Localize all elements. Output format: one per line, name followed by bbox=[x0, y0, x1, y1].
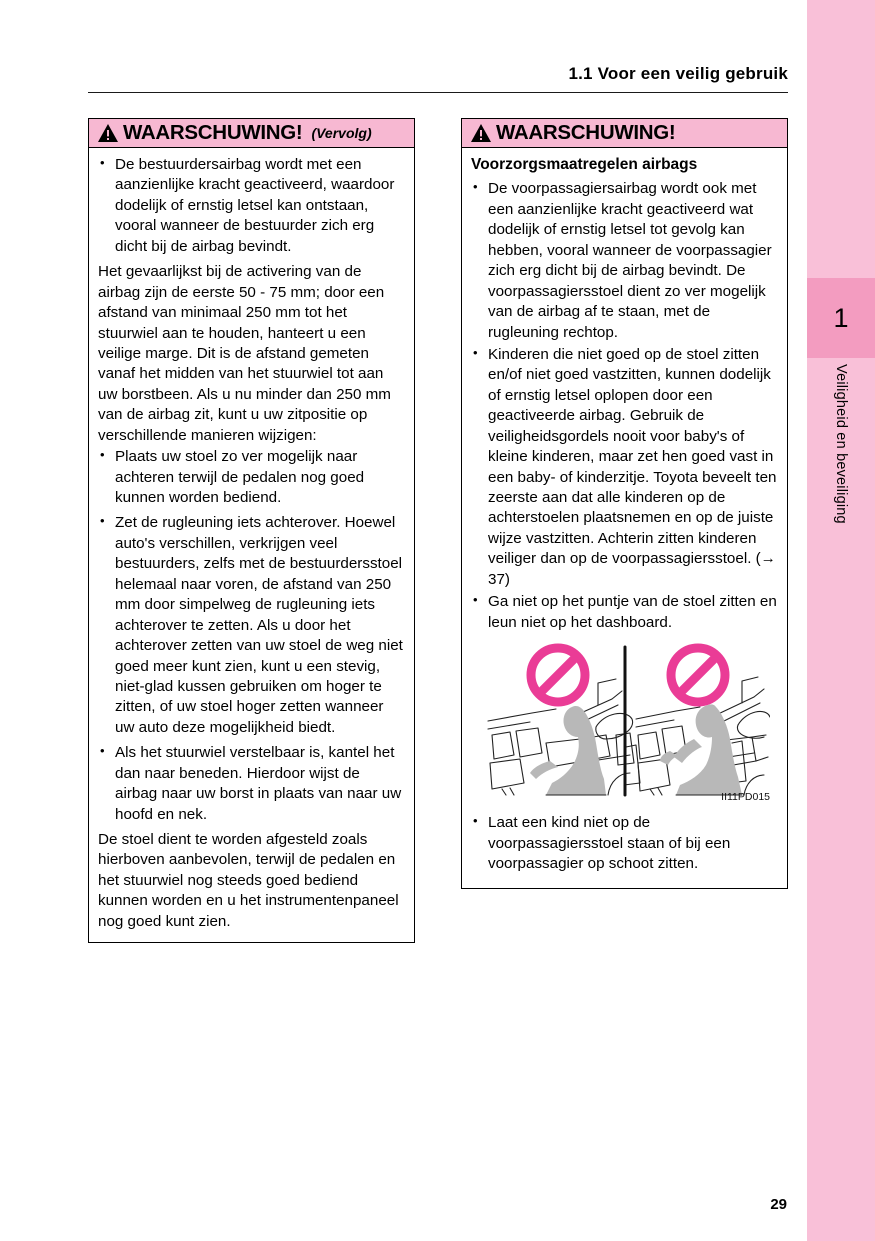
list-item: • Zet de rugleuning iets achterover. Hoewel auto's verschillen, verkrijgen veel bestuurders, zelfs met de bestuurdersstoel helemaal naar voren, de afstand van 250 mm door simpelweg de rugleuning iets achterover te zetten. Als u door het achterover zetten van uw stoel de weg niet goed meer kunt zien, kunt u een stevig, niet-glad kussen gebruiken om hoger te zitten, of uw stoel hoger zetten wanneer uw auto deze mogelijkheid biedt. bbox=[98, 513, 405, 738]
page-header bbox=[88, 64, 788, 93]
list-item: • Laat een kind niet op de voorpassagiersstoel staan of bij een voorpassagier op schoot zitten. bbox=[471, 813, 778, 874]
warning-triangle-icon bbox=[97, 123, 119, 143]
warning-title: WAARSCHUWING! bbox=[496, 120, 676, 144]
list-item: • Plaats uw stoel zo ver mogelijk naar achteren terwijl de pedalen nog goed kunnen worden bediend. bbox=[98, 447, 405, 508]
chapter-number-block bbox=[807, 278, 875, 358]
left-column bbox=[88, 118, 415, 943]
seating-prohibition-illustration bbox=[471, 643, 778, 804]
warning-box-airbags bbox=[461, 118, 788, 889]
right-column bbox=[461, 118, 788, 943]
warning-box-continued bbox=[88, 118, 415, 943]
chapter-label: Veiligheid en beveiliging bbox=[833, 364, 849, 524]
warning-header bbox=[462, 119, 787, 148]
header-divider bbox=[88, 92, 788, 93]
warning-bullet-list-top bbox=[98, 155, 405, 257]
page-number: 29 bbox=[770, 1196, 787, 1213]
warning-subheading: Voorzorgsmaatregelen airbags bbox=[471, 156, 698, 173]
warning-body bbox=[89, 148, 414, 942]
warning-paragraph-2: De stoel dient te worden afgesteld zoals hierboven aanbevolen, terwijl de pedalen en het stuurwiel nog steeds goed bediend kunnen worden en u het instrumentenpaneel nog goed kunt zien. bbox=[98, 831, 399, 930]
warning-continued-label: (Vervolg) bbox=[311, 125, 372, 141]
warning-bullet-list-top bbox=[471, 179, 778, 633]
list-item: • Ga niet op het puntje van de stoel zitten en leun niet op het dashboard. bbox=[471, 592, 778, 633]
page-title: 1.1 Voor een veilig gebruik bbox=[568, 64, 788, 83]
warning-header bbox=[89, 119, 414, 148]
warning-title: WAARSCHUWING! bbox=[123, 120, 303, 144]
chapter-number: 1 bbox=[833, 302, 849, 333]
illustration-svg bbox=[480, 643, 770, 799]
figure-code: II11PD015 bbox=[721, 791, 770, 804]
list-item: • Kinderen die niet goed op de stoel zitten en/of niet goed vastzitten, kunnen dodelijk of ernstig letsel oplopen door een geactiveerde airbag. Gebruik de veiligheidsgordels nooit voor baby's of kleine kinderen, maar zet hen goed vast in een baby- of kinderzitje. Toyota beveelt ten zeerste aan dat alle kinderen op de achterstoelen plaatsnemen en op de juiste wijze vastzitten. Achterin zitten kinderen veiliger dan op de voorpassagiersstoel. (→ 37) bbox=[471, 345, 778, 590]
warning-body bbox=[462, 148, 787, 888]
list-item: • De bestuurdersairbag wordt met een aanzienlijke kracht geactiveerd, waardoor dodelijk of ernstig letsel kan ontstaan, vooral wanneer de bestuurder zich erg dicht bij de airbag bevindt. bbox=[98, 155, 405, 257]
list-item: • De voorpassagiersairbag wordt ook met een aanzienlijke kracht geactiveerd wat dodelijk of ernstig letsel tot gevolg kan hebben, vooral wanneer de voorpassagier zich erg dicht bij de airbag bevindt. De voorpassagiersstoel dient zo ver mogelijk van de airbag af te staan, met de rugleuning rechtop. bbox=[471, 179, 778, 343]
list-item: • Als het stuurwiel verstelbaar is, kantel het dan naar beneden. Hierdoor wijst de airbag naar uw borst in plaats van naar uw hoofd en nek. bbox=[98, 743, 405, 825]
warning-bullet-list-bottom bbox=[471, 813, 778, 874]
warning-paragraph-1: Het gevaarlijkst bij de activering van de airbag zijn de eerste 50 - 75 mm; door een afstand van minimaal 250 mm tot het stuurwiel aan te houden, hanteert u een veilige marge. Dit is de afstand gemeten vanaf het midden van het stuurwiel tot aan uw borstbeen. Als u nu minder dan 250 mm van de airbag zit, kunt u uw zitpositie op verschillende manieren wijzigen: bbox=[98, 263, 391, 444]
prohibition-symbol-left bbox=[531, 648, 585, 702]
content-columns bbox=[88, 118, 788, 943]
chapter-label-block bbox=[807, 362, 875, 622]
prohibition-symbol-right bbox=[671, 648, 725, 702]
warning-bullet-list-mid bbox=[98, 447, 405, 825]
warning-triangle-icon bbox=[470, 123, 492, 143]
